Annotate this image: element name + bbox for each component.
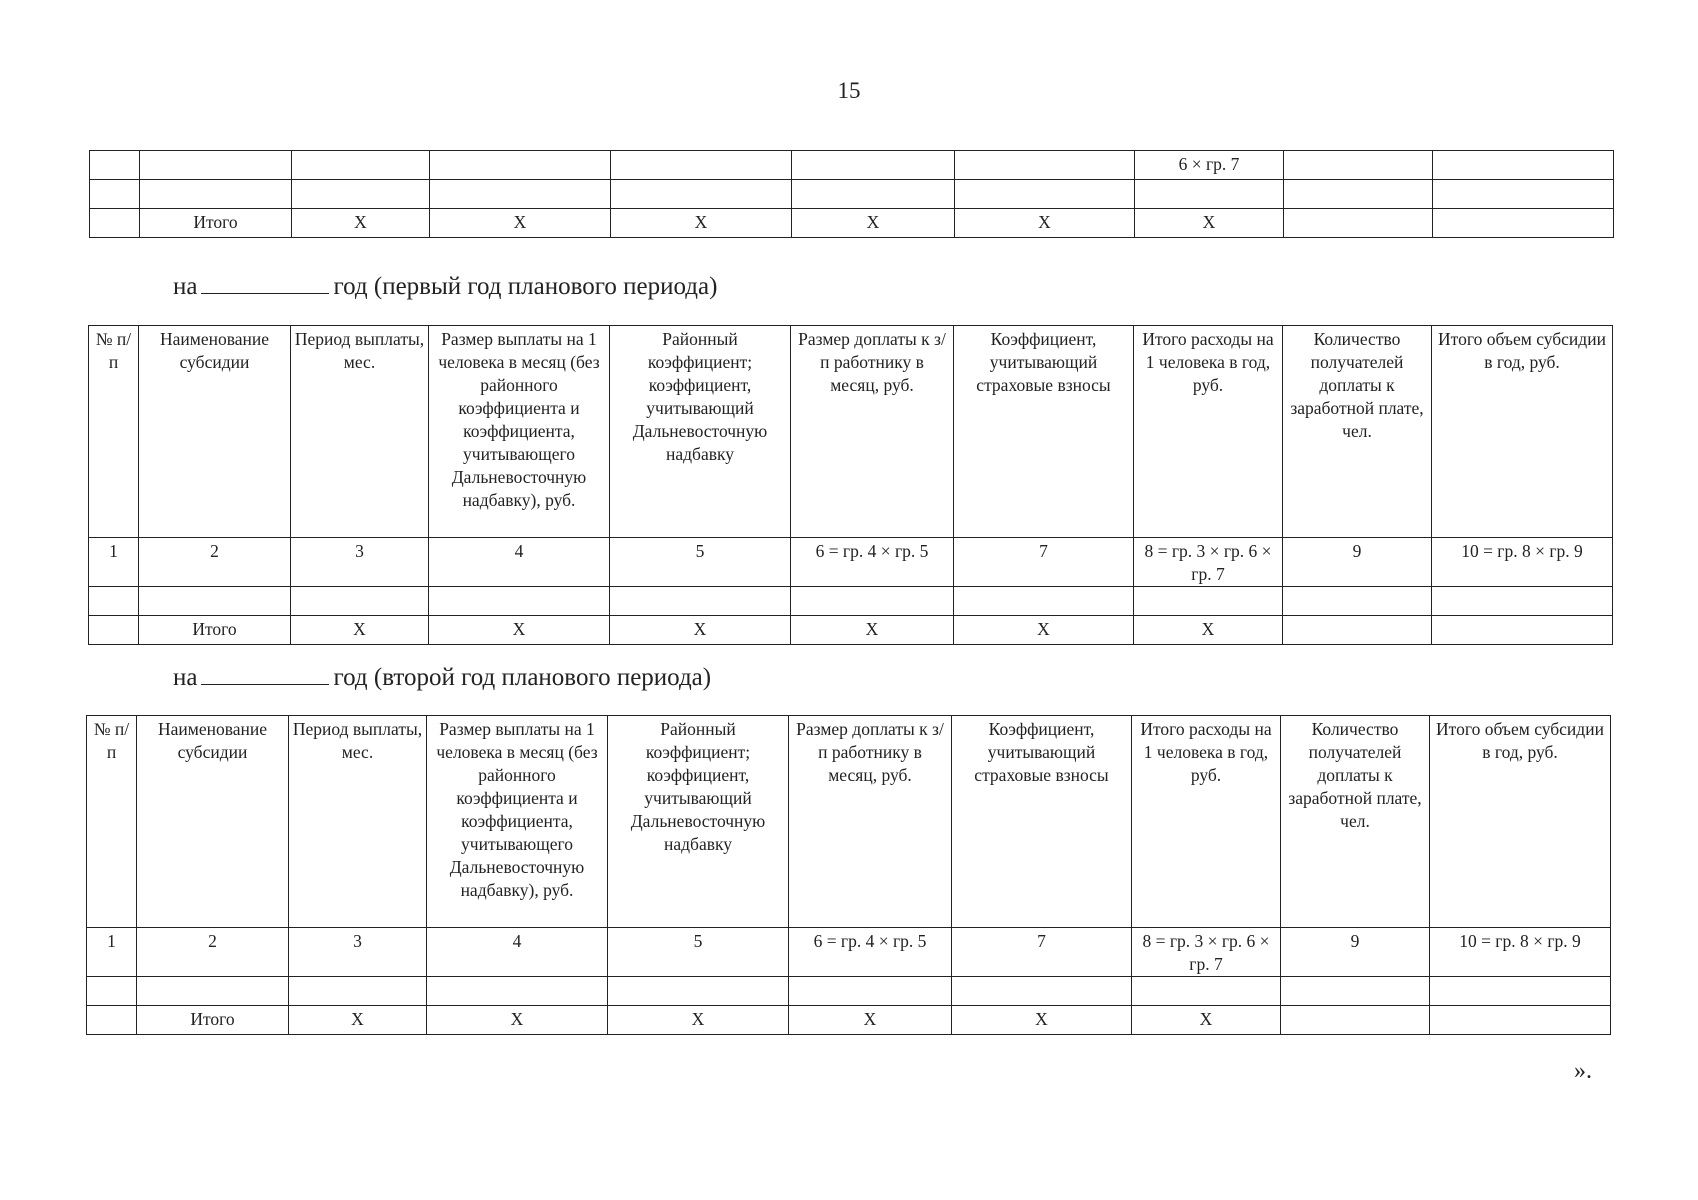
column-header: Районный коэффициент; коэффициент, учитывающий Дальневосточную надбавку bbox=[610, 326, 791, 538]
table-cell bbox=[140, 151, 292, 180]
table-cell bbox=[1135, 180, 1284, 209]
table-cell bbox=[1433, 151, 1614, 180]
table-cell: X bbox=[610, 616, 791, 645]
year-blank bbox=[201, 275, 329, 294]
total-row bbox=[89, 616, 1613, 645]
table-cell bbox=[1430, 1006, 1611, 1035]
column-header: Итого расходы на 1 человека в год, руб. bbox=[1132, 716, 1281, 928]
heading-suffix: год (второй год планового периода) bbox=[333, 664, 712, 691]
table-row bbox=[90, 180, 1614, 209]
column-index: 5 bbox=[608, 928, 789, 977]
column-header: Итого расходы на 1 человека в год, руб. bbox=[1134, 326, 1283, 538]
table-cell: X bbox=[955, 209, 1135, 238]
column-index: 3 bbox=[291, 538, 429, 587]
column-index: 7 bbox=[952, 928, 1132, 977]
column-header: № п/п bbox=[89, 326, 139, 538]
column-header: Районный коэффициент; коэффициент, учитывающий Дальневосточную надбавку bbox=[608, 716, 789, 928]
page-number: 15 bbox=[837, 78, 861, 103]
table-cell: X bbox=[289, 1006, 427, 1035]
table-cell bbox=[139, 587, 291, 616]
column-index: 8 = гр. 3 × гр. 6 × гр. 7 bbox=[1134, 538, 1283, 587]
table-cell bbox=[292, 180, 430, 209]
section-heading-second-year bbox=[173, 664, 711, 692]
table-cell bbox=[1284, 180, 1433, 209]
table-cell bbox=[954, 587, 1134, 616]
table-cell bbox=[137, 977, 289, 1006]
table-cell bbox=[140, 180, 292, 209]
table-cell bbox=[89, 616, 139, 645]
table-row bbox=[90, 151, 1614, 180]
column-header: Размер выплаты на 1 человека в месяц (без районного коэффициента и коэффициента, учитывающего Дальневосточную надбавку), руб. bbox=[429, 326, 610, 538]
header-row bbox=[89, 326, 1613, 538]
table-row bbox=[87, 977, 1611, 1006]
column-header: Наименование субсидии bbox=[137, 716, 289, 928]
table-cell: X bbox=[430, 209, 611, 238]
table-cell bbox=[1430, 977, 1611, 1006]
table-cell: X bbox=[611, 209, 792, 238]
table-cell: X bbox=[789, 1006, 952, 1035]
table-cell bbox=[792, 151, 955, 180]
table-cell bbox=[952, 977, 1132, 1006]
subsidy-table bbox=[88, 325, 1613, 645]
table-cell: X bbox=[427, 1006, 608, 1035]
table-cell bbox=[1433, 209, 1614, 238]
column-index: 1 bbox=[89, 538, 139, 587]
table-cell bbox=[87, 1006, 137, 1035]
table-cell bbox=[429, 587, 610, 616]
section-heading-first-year bbox=[173, 273, 717, 301]
table-cell: X bbox=[1135, 209, 1284, 238]
table-cell bbox=[90, 151, 140, 180]
table-cell bbox=[955, 180, 1135, 209]
total-label: Итого bbox=[140, 209, 292, 238]
table-cell bbox=[611, 151, 792, 180]
table-cell bbox=[1284, 209, 1433, 238]
table-cell bbox=[1284, 151, 1433, 180]
table-cell: X bbox=[791, 616, 954, 645]
table-continuation bbox=[89, 150, 1614, 238]
column-header: Количество получателей доплаты к заработной плате, чел. bbox=[1281, 716, 1430, 928]
table-cell bbox=[430, 180, 611, 209]
table-cell bbox=[292, 151, 430, 180]
subsidy-table bbox=[86, 715, 1611, 1035]
table-cell bbox=[1281, 1006, 1430, 1035]
table-cell bbox=[1432, 587, 1613, 616]
table-cell bbox=[1432, 616, 1613, 645]
table-cell bbox=[1134, 587, 1283, 616]
table-cell: X bbox=[1134, 616, 1283, 645]
column-index: 9 bbox=[1281, 928, 1430, 977]
column-header: № п/п bbox=[87, 716, 137, 928]
total-row bbox=[90, 209, 1614, 238]
total-row bbox=[87, 1006, 1611, 1035]
column-index: 5 bbox=[610, 538, 791, 587]
column-header: Итого объем субсидии в год, руб. bbox=[1432, 326, 1613, 538]
column-header: Размер доплаты к з/п работнику в месяц, руб. bbox=[789, 716, 952, 928]
column-index: 2 bbox=[139, 538, 291, 587]
column-index: 4 bbox=[427, 928, 608, 977]
index-row bbox=[89, 538, 1613, 587]
table-cell: X bbox=[1132, 1006, 1281, 1035]
table-cell bbox=[1283, 616, 1432, 645]
column-header: Наименование субсидии bbox=[139, 326, 291, 538]
column-index: 6 = гр. 4 × гр. 5 bbox=[791, 538, 954, 587]
table-cell bbox=[1132, 977, 1281, 1006]
table-cell: X bbox=[792, 209, 955, 238]
table-cell bbox=[789, 977, 952, 1006]
table-cell bbox=[1433, 180, 1614, 209]
column-index: 2 bbox=[137, 928, 289, 977]
table-cell: 6 × гр. 7 bbox=[1135, 151, 1284, 180]
table-cell bbox=[610, 587, 791, 616]
table-cell bbox=[289, 977, 427, 1006]
table-cell bbox=[427, 977, 608, 1006]
table-cell bbox=[430, 151, 611, 180]
table-cell: X bbox=[429, 616, 610, 645]
table-cell: X bbox=[291, 616, 429, 645]
table-cell bbox=[291, 587, 429, 616]
table-cell: X bbox=[954, 616, 1134, 645]
total-label: Итого bbox=[139, 616, 291, 645]
column-header: Коэффициент, учитывающий страховые взносы bbox=[952, 716, 1132, 928]
table-cell bbox=[90, 180, 140, 209]
table-cell: X bbox=[952, 1006, 1132, 1035]
heading-prefix: на bbox=[173, 664, 198, 691]
column-header: Коэффициент, учитывающий страховые взносы bbox=[954, 326, 1134, 538]
header-row bbox=[87, 716, 1611, 928]
table-cell bbox=[90, 209, 140, 238]
column-index: 7 bbox=[954, 538, 1134, 587]
heading-suffix: год (первый год планового периода) bbox=[333, 273, 718, 300]
column-header: Итого объем субсидии в год, руб. bbox=[1430, 716, 1611, 928]
year-blank bbox=[201, 666, 329, 685]
total-label: Итого bbox=[137, 1006, 289, 1035]
column-index: 3 bbox=[289, 928, 427, 977]
table-cell bbox=[792, 180, 955, 209]
table-cell bbox=[608, 977, 789, 1006]
table-cell: X bbox=[608, 1006, 789, 1035]
table-cell bbox=[955, 151, 1135, 180]
column-index: 6 = гр. 4 × гр. 5 bbox=[789, 928, 952, 977]
column-header: Размер доплаты к з/п работнику в месяц, руб. bbox=[791, 326, 954, 538]
column-index: 4 bbox=[429, 538, 610, 587]
table-cell bbox=[1281, 977, 1430, 1006]
table-cell bbox=[87, 977, 137, 1006]
column-index: 10 = гр. 8 × гр. 9 bbox=[1432, 538, 1613, 587]
table-cell bbox=[611, 180, 792, 209]
column-index: 1 bbox=[87, 928, 137, 977]
column-header: Размер выплаты на 1 человека в месяц (без районного коэффициента и коэффициента, учитывающего Дальневосточную надбавку), руб. bbox=[427, 716, 608, 928]
column-index: 8 = гр. 3 × гр. 6 × гр. 7 bbox=[1132, 928, 1281, 977]
table-cell bbox=[1283, 587, 1432, 616]
table-row bbox=[89, 587, 1613, 616]
column-header: Количество получателей доплаты к заработной плате, чел. bbox=[1283, 326, 1432, 538]
closing-quote-mark: ». bbox=[1574, 1058, 1592, 1084]
column-header: Период выплаты, мес. bbox=[291, 326, 429, 538]
index-row bbox=[87, 928, 1611, 977]
table-cell bbox=[791, 587, 954, 616]
heading-prefix: на bbox=[173, 273, 198, 300]
table-cell: X bbox=[292, 209, 430, 238]
column-header: Период выплаты, мес. bbox=[289, 716, 427, 928]
column-index: 9 bbox=[1283, 538, 1432, 587]
table-cell bbox=[89, 587, 139, 616]
column-index: 10 = гр. 8 × гр. 9 bbox=[1430, 928, 1611, 977]
